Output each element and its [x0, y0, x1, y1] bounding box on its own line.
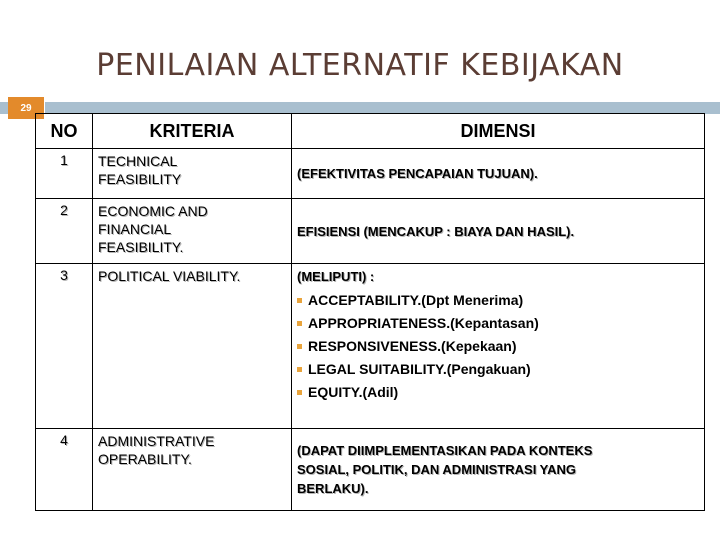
table-header-row: [36, 114, 705, 149]
row-dimensi: [292, 149, 705, 199]
row-kriteria: [93, 264, 292, 429]
kriteria-line: ECONOMIC AND: [98, 203, 208, 219]
criteria-table: [35, 113, 705, 511]
dimensi-bullet-list: [297, 289, 699, 404]
list-item-text: LEGAL SUITABILITY.(Pengakuan): [308, 361, 531, 377]
kriteria-line: ADMINISTRATIVE: [98, 433, 215, 449]
slide-number-badge: 29: [8, 97, 44, 119]
list-item: [297, 358, 699, 381]
row-kriteria: [93, 429, 292, 511]
header-band-left: [0, 102, 8, 114]
square-bullet-icon: [297, 344, 302, 349]
kriteria-line: FEASIBILITY: [98, 171, 182, 187]
row-no: 3: [36, 264, 93, 429]
square-bullet-icon: [297, 367, 302, 372]
dimensi-line: BERLAKU).: [297, 481, 369, 496]
list-item: [297, 312, 699, 335]
header-dimensi: DIMENSI: [292, 114, 705, 149]
row-no: 2: [36, 199, 93, 264]
header-no: NO: [36, 114, 93, 149]
dimensi-text: (EFEKTIVITAS PENCAPAIAN TUJUAN).: [297, 166, 538, 181]
row-kriteria: [93, 199, 292, 264]
row-dimensi: [292, 264, 705, 429]
list-item: [297, 381, 699, 404]
list-item: [297, 289, 699, 312]
row-dimensi: [292, 199, 705, 264]
dimensi-line: SOSIAL, POLITIK, DAN ADMINISTRASI YANG: [297, 462, 577, 477]
kriteria-line: FEASIBILITY.: [98, 239, 184, 255]
table-row: [36, 199, 705, 264]
kriteria-line: OPERABILITY.: [98, 451, 192, 467]
square-bullet-icon: [297, 390, 302, 395]
row-dimensi: [292, 429, 705, 511]
square-bullet-icon: [297, 321, 302, 326]
row-kriteria: [93, 149, 292, 199]
kriteria-line: FINANCIAL: [98, 221, 172, 237]
kriteria-line: TECHNICAL: [98, 153, 178, 169]
list-item: [297, 335, 699, 358]
dimensi-text: EFISIENSI (MENCAKUP : BIAYA DAN HASIL).: [297, 223, 575, 239]
slide-title: PENILAIAN ALTERNATIF KEBIJAKAN: [96, 48, 624, 83]
table-row: [36, 149, 705, 199]
row-no: 1: [36, 149, 93, 199]
dimensi-line: (DAPAT DIIMPLEMENTASIKAN PADA KONTEKS: [297, 443, 593, 458]
table-row: [36, 429, 705, 511]
list-item-text: ACCEPTABILITY.(Dpt Menerima): [308, 292, 524, 308]
list-item-text: RESPONSIVENESS.(Kepekaan): [308, 338, 517, 354]
list-item-text: APPROPRIATENESS.(Kepantasan): [308, 315, 539, 331]
row-no: 4: [36, 429, 93, 511]
header-kriteria: KRITERIA: [93, 114, 292, 149]
dimensi-intro: (MELIPUTI) :: [297, 269, 375, 284]
square-bullet-icon: [297, 298, 302, 303]
kriteria-line: POLITICAL VIABILITY.: [98, 268, 241, 284]
table-row: [36, 264, 705, 429]
list-item-text: EQUITY.(Adil): [308, 384, 399, 400]
